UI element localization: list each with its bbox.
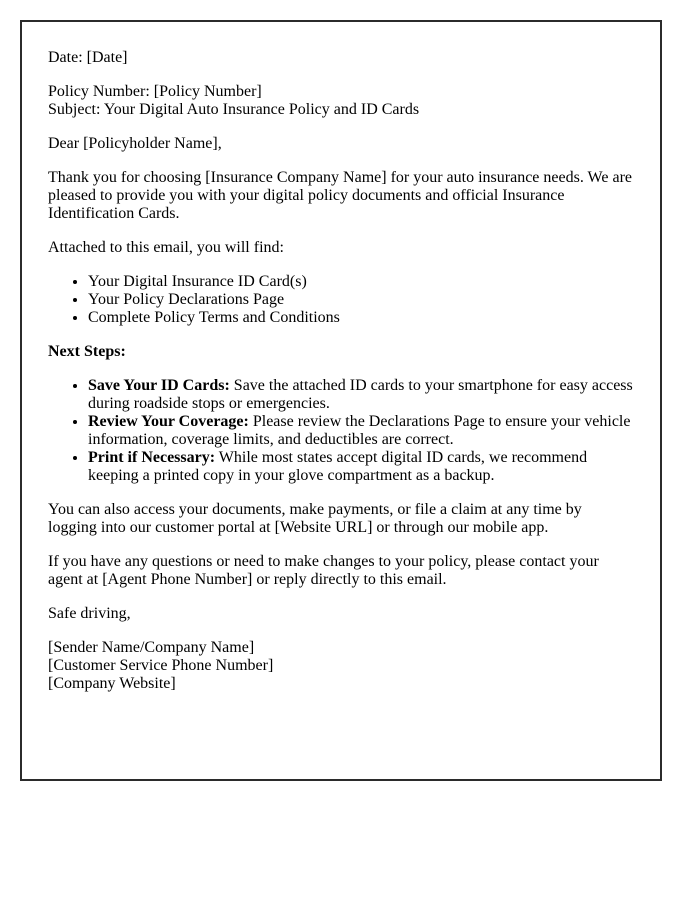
portal-paragraph: You can also access your documents, make payments, or file a claim at any time by logging into our customer portal at [Website URL] or through our mobile app.: [48, 501, 582, 536]
questions-paragraph: If you have any questions or need to make changes to your policy, please contact your agent at [Agent Phone Number] or reply directly to this email.: [48, 553, 599, 588]
policy-subject-block: [48, 83, 634, 119]
next-step-item: [88, 377, 634, 413]
next-step-label: Print if Necessary:: [88, 449, 216, 466]
date-line: Date: [Date]: [48, 49, 128, 66]
next-step-item: [88, 449, 634, 485]
next-steps-list: [48, 377, 634, 485]
signature-block: [48, 639, 634, 693]
next-step-label: Review Your Coverage:: [88, 413, 249, 430]
policy-number-line: Policy Number: [Policy Number]: [48, 83, 262, 100]
signature-line-website: [Company Website]: [48, 675, 176, 692]
attachment-item: • Your Digital Insurance ID Card(s): [88, 273, 634, 291]
intro-paragraph: Thank you for choosing [Insurance Company Name] for your auto insurance needs. We are pleased to provide you with your digital policy documents and official Insurance Identification Cards.: [48, 169, 632, 222]
signature-line-phone: [Customer Service Phone Number]: [48, 657, 274, 674]
attachments-list: [48, 273, 634, 327]
attachment-item: • Your Policy Declarations Page: [88, 291, 634, 309]
attachment-item: • Complete Policy Terms and Conditions: [88, 309, 634, 327]
next-steps-heading-text: Next Steps:: [48, 343, 126, 360]
closing: Safe driving,: [48, 605, 131, 622]
next-step-text: Save the attached ID cards to your smartphone for easy access during roadside stops or emergencies.: [88, 377, 633, 412]
attachments-intro: Attached to this email, you will find:: [48, 239, 284, 256]
letter-document: [20, 20, 662, 781]
salutation: Dear [Policyholder Name],: [48, 135, 222, 152]
next-step-text: While most states accept digital ID cards, we recommend keeping a printed copy in your glove compartment as a backup.: [88, 449, 588, 484]
next-steps-heading: [48, 343, 634, 361]
next-step-text: Please review the Declarations Page to ensure your vehicle information, coverage limits, and deductibles are correct.: [88, 413, 631, 448]
subject-line: Subject: Your Digital Auto Insurance Policy and ID Cards: [48, 101, 420, 118]
next-step-label: Save Your ID Cards:: [88, 377, 230, 394]
signature-line-sender: [Sender Name/Company Name]: [48, 639, 255, 656]
next-step-item: [88, 413, 634, 449]
